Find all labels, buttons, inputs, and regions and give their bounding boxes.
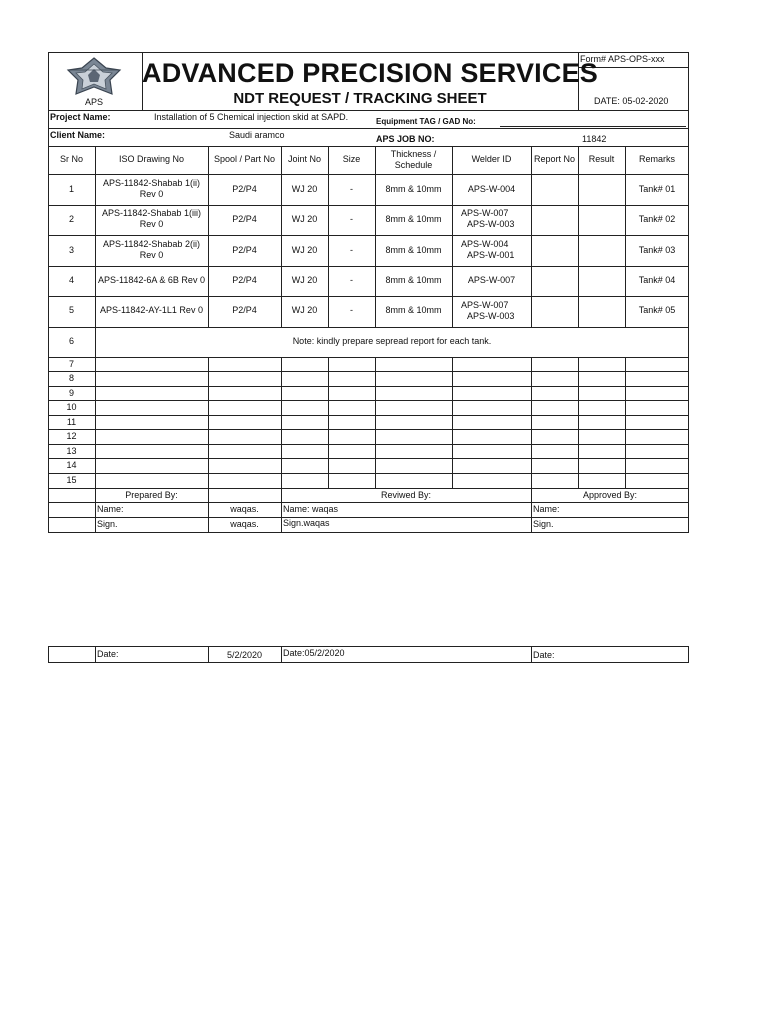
table-row-welder-line1: APS-W-007: [467, 275, 516, 285]
info-row-divider: [48, 128, 689, 129]
col-line: [281, 146, 282, 327]
row-line: [48, 488, 689, 489]
form-number: Form# APS-OPS-xxx: [580, 54, 665, 64]
col-line: [625, 357, 626, 488]
table-row-thickness: 8mm & 10mm: [385, 214, 442, 224]
project-name-value: Installation of 5 Chemical injection skid at SAPD.: [154, 112, 349, 122]
table-row-size: -: [350, 214, 353, 224]
row-line: [48, 386, 689, 387]
table-row-sr: 1: [68, 184, 74, 194]
table-row-iso-line2: Rev 0: [139, 219, 164, 229]
table-row-iso-line1: APS-11842-Shabab 2(ii): [103, 239, 200, 249]
table-row-joint: WJ 20: [291, 305, 318, 315]
table-row-joint: WJ 20: [291, 275, 318, 285]
table-row-welder-line2: APS-W-001: [467, 250, 515, 260]
prepared-sign-label: Sign.: [97, 519, 118, 529]
col-line: [452, 357, 453, 488]
reviewed-date-value: Date:05/2/2020: [283, 648, 345, 658]
date-col-line: [281, 646, 282, 663]
prepared-by-label: Prepared By:: [125, 490, 178, 500]
note-text: Note: kindly prepare sepread report for each tank.: [292, 336, 492, 346]
company-name: ADVANCED PRECISION SERVICES: [142, 58, 598, 88]
date-col-line: [531, 646, 532, 663]
table-row-sr: 4: [68, 275, 74, 285]
table-row-iso-line2: Rev 0: [139, 250, 164, 260]
empty-row-sr: 7: [68, 359, 74, 369]
table-row-remarks: Tank# 05: [638, 305, 676, 315]
col-line: [375, 146, 376, 327]
table-row-iso-line2: Rev 0: [139, 189, 164, 199]
col-line: [531, 357, 532, 533]
approved-date-label: Date:: [533, 650, 555, 660]
table-row-iso-line1: APS-11842-6A & 6B Rev 0: [98, 275, 205, 285]
header-date: DATE: 05-02-2020: [594, 96, 669, 106]
table-row-spool: P2/P4: [232, 305, 257, 315]
reviewed-by-label: Reviwed By:: [380, 490, 432, 500]
table-row-thickness: 8mm & 10mm: [385, 184, 442, 194]
date-col-line: [95, 646, 96, 663]
table-row-sr: 2: [68, 214, 74, 224]
empty-row-sr: 11: [66, 417, 77, 427]
col-line: [328, 357, 329, 488]
table-row-remarks: Tank# 01: [638, 184, 676, 194]
table-row-welder-line2: APS-W-003: [467, 311, 515, 321]
empty-row-sr: 15: [66, 475, 77, 485]
row-line: [48, 458, 689, 459]
row-line: [48, 473, 689, 474]
prepared-name-label: Name:: [97, 504, 124, 514]
project-name-label: Project Name:: [50, 112, 111, 122]
date-row-box: [48, 646, 689, 663]
table-row-remarks: Tank# 03: [638, 245, 676, 255]
logo-text: APS: [84, 97, 103, 107]
col-header-remarks: Remarks: [638, 154, 675, 164]
table-row-spool: P2/P4: [232, 214, 257, 224]
row-line: [48, 296, 689, 297]
table-row-joint: WJ 20: [291, 184, 318, 194]
table-row-remarks: Tank# 04: [638, 275, 676, 285]
table-row-spool: P2/P4: [232, 184, 257, 194]
col-line: [625, 146, 626, 327]
col-line: [531, 146, 532, 327]
empty-row-sr: 8: [68, 373, 74, 383]
col-header-size: Size: [342, 154, 361, 164]
table-row-thickness: 8mm & 10mm: [385, 305, 442, 315]
col-header-sr: Sr No: [59, 154, 83, 164]
table-row-spool: P2/P4: [232, 245, 257, 255]
row-line: [48, 502, 689, 503]
row-line: [48, 357, 689, 358]
approved-by-label: Approved By:: [582, 490, 638, 500]
col-header-thickness-2: Schedule: [394, 160, 433, 170]
empty-row-sr: 13: [66, 446, 77, 456]
job-number-value: 11842: [582, 134, 607, 144]
table-row-welder-line1: APS-W-007: [461, 208, 509, 218]
row-line: [48, 400, 689, 401]
sheet-title: NDT REQUEST / TRACKING SHEET: [233, 90, 487, 107]
approved-sign-value: Sign.: [533, 519, 554, 529]
empty-row-sr: 10: [66, 402, 77, 412]
row-line: [48, 266, 689, 267]
equipment-tag-line: [500, 126, 686, 127]
row-line: [48, 174, 689, 175]
col-header-report: Report No: [533, 154, 576, 164]
table-row-sr: 5: [68, 305, 74, 315]
table-row-welder-line1: APS-W-004: [461, 239, 509, 249]
table-row-thickness: 8mm & 10mm: [385, 245, 442, 255]
col-header-result: Result: [588, 154, 615, 164]
table-row-joint: WJ 20: [291, 245, 318, 255]
col-header-thickness-1: Thickness /: [390, 149, 437, 159]
col-header-spool: Spool / Part No: [213, 154, 276, 164]
row-line: [48, 371, 689, 372]
company-logo: [62, 56, 126, 96]
equipment-tag-label: Equipment TAG / GAD No:: [376, 117, 476, 126]
reviewed-sign-value: Sign.waqas: [283, 518, 330, 528]
col-line: [578, 146, 579, 327]
empty-row-sr: 9: [68, 388, 74, 398]
table-row-iso-line1: APS-11842-Shabab 1(ii): [103, 178, 200, 188]
job-number-label: APS JOB NO:: [376, 134, 435, 144]
approved-name-value: Name:: [533, 504, 560, 514]
reviewed-name-value: Name: waqas: [283, 504, 339, 514]
prepared-name-value: waqas.: [230, 504, 259, 514]
col-line: [375, 357, 376, 488]
row-line: [48, 429, 689, 430]
row-line: [48, 444, 689, 445]
table-row-size: -: [350, 275, 353, 285]
prepared-sign-value: waqas.: [230, 519, 259, 529]
table-row-size: -: [350, 305, 353, 315]
empty-row-sr: 14: [66, 460, 77, 470]
row-line: [48, 517, 689, 518]
col-line: [578, 357, 579, 488]
col-line: [208, 146, 209, 327]
col-header-iso: ISO Drawing No: [118, 154, 185, 164]
col-line: [452, 146, 453, 327]
client-name-value: Saudi aramco: [229, 130, 285, 140]
note-row-sr: 6: [68, 336, 74, 346]
col-line: [281, 357, 282, 533]
col-line: [328, 146, 329, 327]
col-header-welder: Welder ID: [471, 154, 512, 164]
row-line: [48, 205, 689, 206]
table-row-remarks: Tank# 02: [638, 214, 676, 224]
row-line: [48, 235, 689, 236]
prepared-date-value: 5/2/2020: [226, 650, 263, 660]
row-line: [48, 415, 689, 416]
table-row-welder-line1: APS-W-004: [467, 184, 516, 194]
table-row-sr: 3: [68, 245, 74, 255]
table-row-welder-line1: APS-W-007: [461, 300, 509, 310]
table-row-welder-line2: APS-W-003: [467, 219, 515, 229]
table-row-spool: P2/P4: [232, 275, 257, 285]
prepared-date-label: Date:: [97, 649, 119, 659]
empty-row-sr: 12: [66, 431, 77, 441]
table-row-iso-line1: APS-11842-AY-1L1 Rev 0: [100, 305, 203, 315]
table-row-size: -: [350, 245, 353, 255]
client-name-label: Client Name:: [50, 130, 106, 140]
table-row-iso-line1: APS-11842-Shabab 1(iii): [102, 208, 201, 218]
table-row-joint: WJ 20: [291, 214, 318, 224]
row-line: [48, 327, 689, 328]
table-row-thickness: 8mm & 10mm: [385, 275, 442, 285]
table-row-size: -: [350, 184, 353, 194]
col-header-joint: Joint No: [287, 154, 322, 164]
